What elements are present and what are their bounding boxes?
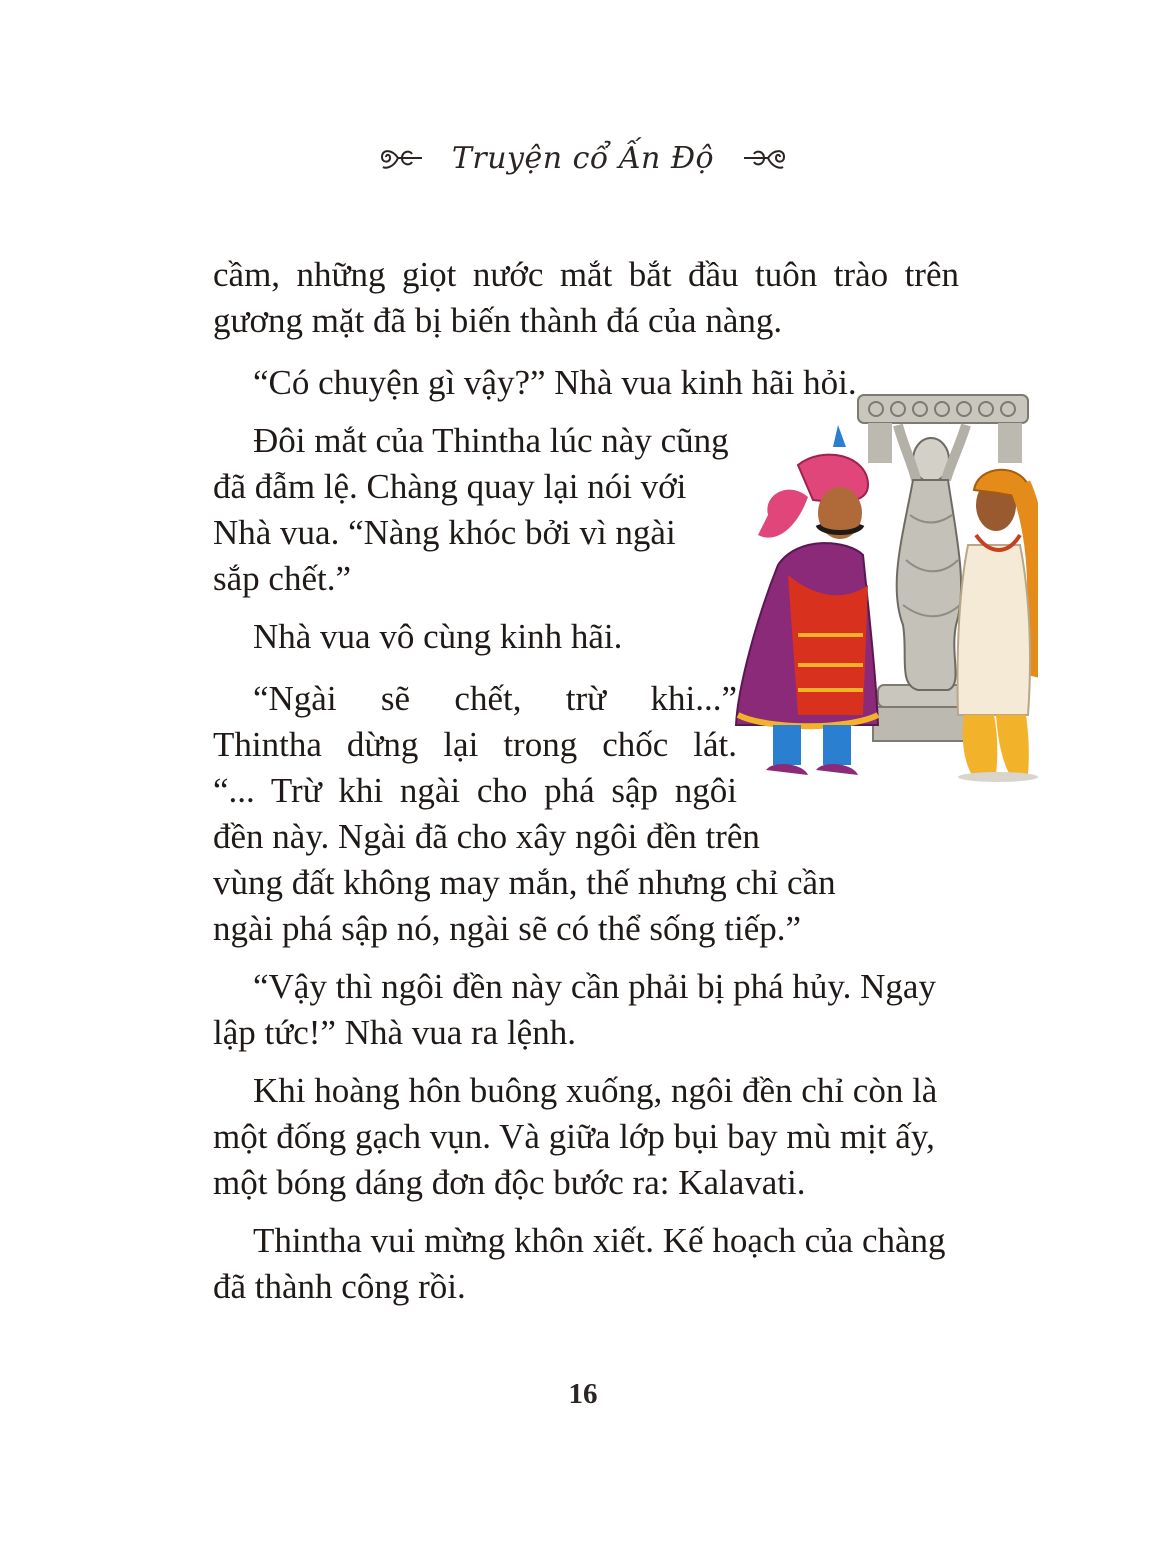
king-statue-thintha-illustration-icon	[728, 385, 1038, 785]
text-line: đền này. Ngài đã cho xây ngôi đền trên	[213, 817, 760, 856]
text-line-content: cầm, những giọt nước mắt bắt đầu tuôn trào trên	[213, 255, 959, 294]
text-line: sắp chết.”	[213, 559, 351, 598]
text-line: Khi hoàng hôn buông xuống, ngôi đền chỉ còn là	[253, 1071, 938, 1110]
text-line: Đôi mắt của Thintha lúc này cũng	[253, 421, 729, 460]
scroll-ornament-right-icon	[742, 141, 788, 175]
text-line: một đống gạch vụn. Và giữa lớp bụi bay mù mịt ấy,	[213, 1117, 935, 1156]
scroll-ornament-left-icon	[378, 141, 424, 175]
text-line	[213, 252, 959, 298]
paragraph-6	[213, 964, 959, 1056]
text-line: “Ngài sẽ chết, trừ khi...”	[253, 679, 737, 718]
text-line: đã đẫm lệ. Chàng quay lại nói với	[213, 467, 687, 506]
paragraph-7	[213, 1068, 959, 1206]
header-title: Truyện cổ Ấn Độ	[451, 140, 715, 176]
paragraph-3	[213, 418, 753, 602]
text-line: lập tức!” Nhà vua ra lệnh.	[213, 1013, 576, 1052]
text-line: “Vậy thì ngôi đền này cần phải bị phá hủy. Ngay	[253, 967, 936, 1006]
text-line: ngài phá sập nó, ngài sẽ có thể sống tiếp.”	[213, 909, 802, 948]
text-line: vùng đất không may mắn, thế nhưng chỉ cần	[213, 863, 836, 902]
text-line: một bóng dáng đơn độc bước ra: Kalavati.	[213, 1163, 806, 1202]
text-line: Thintha dừng lại trong chốc lát.	[213, 725, 737, 764]
paragraph-8	[213, 1218, 959, 1310]
text-line: Nhà vua vô cùng kinh hãi.	[253, 617, 623, 656]
text-line: gương mặt đã bị biến thành đá của nàng.	[213, 301, 783, 340]
paragraph-1	[213, 252, 959, 344]
page-number: 16	[568, 1378, 598, 1410]
text-line: Thintha vui mừng khôn xiết. Kế hoạch của chàng	[253, 1221, 946, 1260]
running-header	[0, 128, 1166, 188]
text-line: “Có chuyện gì vậy?” Nhà vua kinh hãi hỏi.	[253, 363, 857, 402]
text-line: Nhà vua. “Nàng khóc bởi vì ngài	[213, 513, 676, 552]
text-line: “... Trừ khi ngài cho phá sập ngôi	[213, 771, 737, 810]
paragraph-4	[253, 614, 622, 660]
text-line: đã thành công rồi.	[213, 1267, 466, 1306]
